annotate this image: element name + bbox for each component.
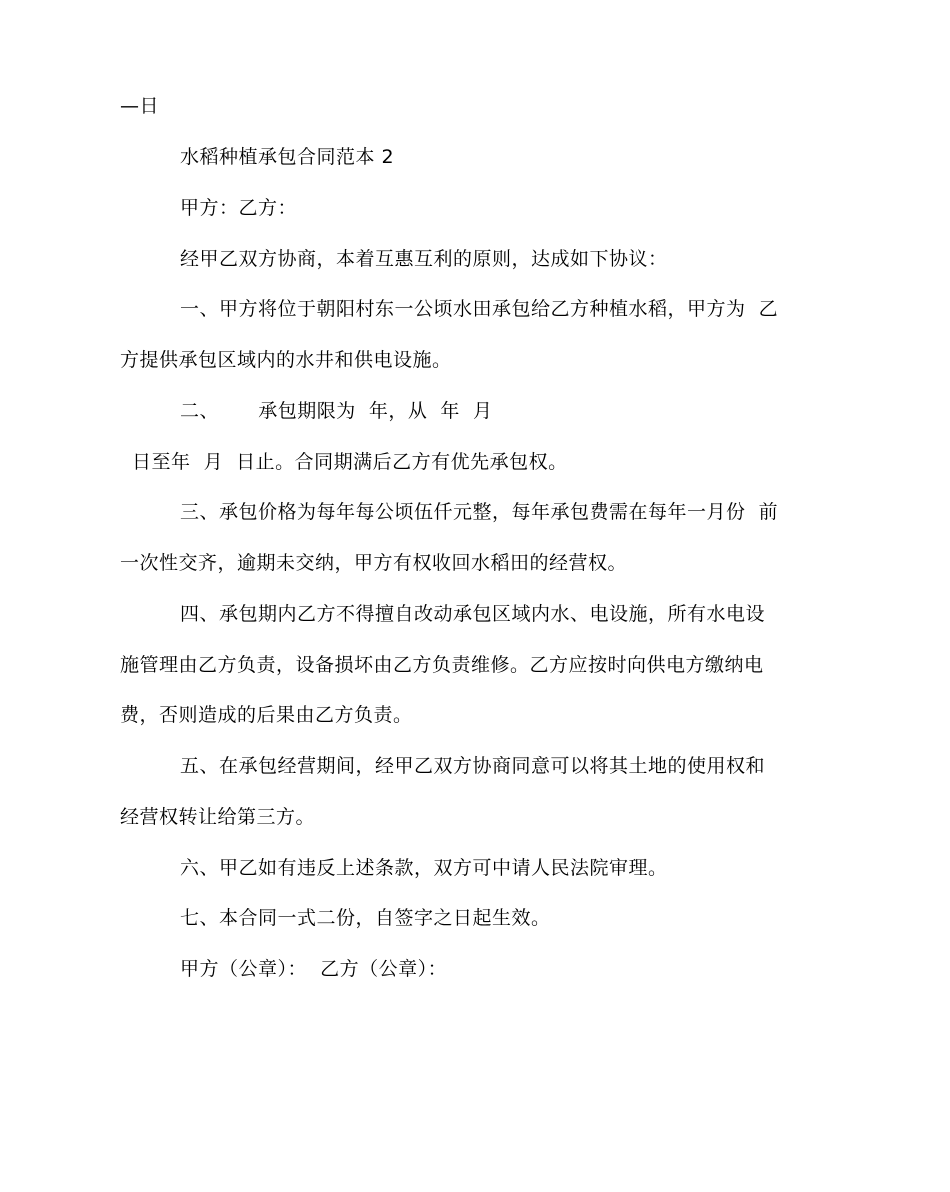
parties-line: 甲方：乙方： (180, 197, 298, 219)
clause-4-line-1: 四、承包期内乙方不得擅自改动承包区域内水、电设施，所有水电设 (180, 603, 766, 625)
signature-line: 甲方（公章）： 乙方（公章）： (180, 958, 448, 980)
preamble-paragraph: 经甲乙双方协商，本着互惠互利的原则，达成如下协议： (180, 248, 668, 270)
heading-date-fragment: —日 (120, 95, 160, 117)
clause-6: 六、甲乙如有违反上述条款，双方可中请人民法院审理。 (180, 857, 668, 879)
clause-3-line-1: 三、承包价格为每年每公顷伍仟元整，每年承包费需在每年一月份 前 (180, 501, 779, 523)
clause-2-line-2: 日至年 月 日止。合同期满后乙方有优先承包权。 (132, 451, 568, 473)
clause-3-line-2: 一次性交齐，逾期未交纳，甲方有权收回水稻田的经营权。 (120, 552, 628, 574)
clause-4-line-2: 施管理由乙方负责，设备损坏由乙方负责维修。乙方应按时向供电方缴纳电 (120, 654, 764, 676)
clause-2-line-1: 二、 承包期限为 年，从 年 月 (180, 400, 493, 422)
clause-1-line-1: 一、甲方将位于朝阳村东一公顷水田承包给乙方种植水稻，甲方为 乙 (180, 298, 779, 320)
document-title: 水稻种植承包合同范本 2 (180, 146, 395, 168)
clause-5-line-1: 五、在承包经营期间，经甲乙双方协商同意可以将其土地的使用权和 (180, 755, 766, 777)
clause-7: 七、本合同一式二份，自签字之日起生效。 (180, 907, 551, 929)
clause-1-line-2: 方提供承包区域内的水井和供电设施。 (120, 349, 452, 371)
clause-4-line-3: 费，否则造成的后果由乙方负责。 (120, 704, 413, 726)
clause-5-line-2: 经营权转让给第三方。 (120, 806, 316, 828)
